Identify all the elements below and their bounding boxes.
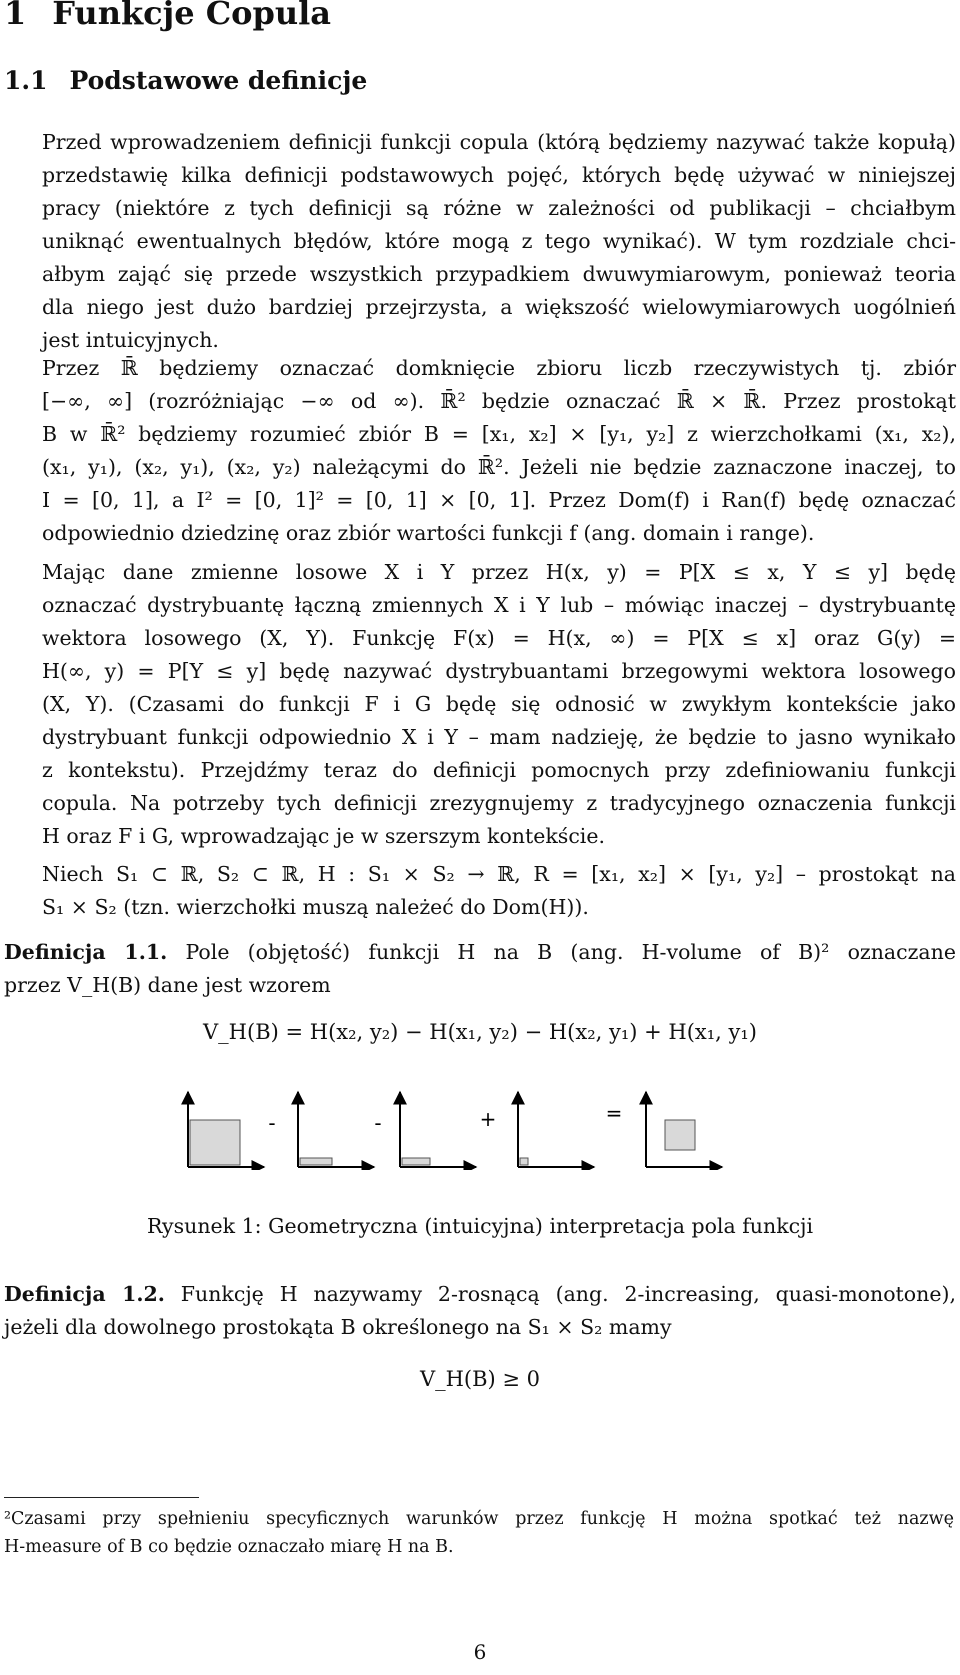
definition-label: Definicja 1.2. <box>4 1282 165 1306</box>
definition-1-2: Definicja 1.2. Funkcję H nazywamy 2-rosnącą (ang. 2-increasing, quasi-monotone), jeżeli dla dowolnego prostokąta B określonego na S₁ × S₂ mamy <box>4 1282 956 1339</box>
definition-1-1: Definicja 1.1. Pole (objętość) funkcji H na B (ang. H-volume of B)² oznaczane przez V_H(B) dane jest wzorem <box>4 940 956 997</box>
paragraph-niech: Niech S₁ ⊂ ℝ, S₂ ⊂ ℝ, H : S₁ × S₂ → ℝ, R = [x₁, x₂] × [y₁, y₂] – prostokąt na S₁ × S₂ (tzn. wierzchołki muszą należeć do Dom(H)). <box>42 862 956 919</box>
figure-caption: Rysunek 1: Geometryczna (intuicyjna) interpretacja pola funkcji <box>146 1214 814 1238</box>
figure-operator: + <box>479 1107 497 1131</box>
figure-shaded-area <box>665 1120 695 1150</box>
footnote-rule <box>4 1497 199 1498</box>
volume-equation: V_H(B) = H(x₂, y₂) − H(x₁, y₂) − H(x₂, y₁) + H(x₁, y₁) <box>203 1020 757 1044</box>
figure-shaded-area <box>300 1158 332 1165</box>
figure-shaded-area <box>520 1158 528 1165</box>
section-heading: 1 Funkcje Copula <box>4 0 332 32</box>
paragraph-notation: Przez ℝ̄ będziemy oznaczać domknięcie zbioru liczb rzeczywistych tj. zbiór [−∞, ∞] (rozróżniając −∞ od ∞). ℝ̄² będzie oznaczać ℝ̄ × ℝ̄. Przez prostokąt B w ℝ̄² będziemy rozumieć zbiór B = [x₁, x₂] × [y₁, y₂] z wierzchołkami (x₁, x₂), (x₁, y₁), (x₂, y₁), (x₂, y₂) należącymi do ℝ̄². Jeżeli nie będzie zaznaczone inaczej, to I = [0, 1], a I² = [0, 1]² = [0, 1] × [0, 1]. Przez Dom(f) i Ran(f) będę oznaczać odpowiednio dziedzinę oraz zbiór wartości funkcji f (ang. domain i range). <box>42 356 956 545</box>
figure-shaded-area <box>402 1158 430 1165</box>
paragraph-intro: Przed wprowadzeniem definicji funkcji copula (którą będziemy nazywać także kopułą) przedstawię kilka definicji podstawowych pojęć, których będę używać w niniejszej pracy (niektóre z tych definicji są różne w zależności od publikacji – chciałbym uniknąć ewentualnych błędów, które mogą z tego wynikać). W tym rozdziale chci- ałbym zająć się przede wszystkich przypadkiem dwuwymiarowym, ponieważ teoria dla niego jest dużo bardziej przejrzysta, a większość wielowymiarowych uogólnień jest intuicyjnych. <box>42 130 956 352</box>
figure-operator: = <box>605 1101 623 1125</box>
inequality-equation: V_H(B) ≥ 0 <box>419 1367 541 1391</box>
figure-operator: - <box>268 1111 276 1135</box>
volume-figure <box>0 1080 960 1170</box>
subsection-heading: 1.1 Podstawowe definicje <box>4 66 368 95</box>
footnote: ²Czasami przy spełnieniu specyficznych warunków przez funkcję H można spotkać też nazwę H-measure of B co będzie oznaczało miarę H na B. <box>4 1509 954 1557</box>
definition-label: Definicja 1.1. <box>4 940 168 964</box>
figure-shaded-area <box>190 1120 240 1165</box>
page-number: 6 <box>473 1640 487 1664</box>
figure-operator: - <box>374 1111 382 1135</box>
paragraph-distribution: Mając dane zmienne losowe X i Y przez H(x, y) = P[X ≤ x, Y ≤ y] będę oznaczać dystrybuantę łączną zmiennych X i Y lub – mówiąc inaczej – dystrybuantę wektora losowego (X, Y). Funkcję F(x) = H(x, ∞) = P[X ≤ x] oraz G(y) = H(∞, y) = P[Y ≤ y] będę nazywać dystrybuantami brzegowymi wektora losowego (X, Y). (Czasami do funkcji F i G będę się odnosić w zwykłym kontekście jako dystrybuant funkcji odpowiednio X i Y – mam nadzieję, że będzie to jasno wynikało z kontekstu). Przejdźmy teraz do definicji pomocnych przy zdefiniowaniu funkcji copula. Na potrzeby tych definicji zrezygnujemy z tradycyjnego oznaczenia funkcji H oraz F i G, wprowadzając je w szerszym kontekście. <box>42 560 956 848</box>
